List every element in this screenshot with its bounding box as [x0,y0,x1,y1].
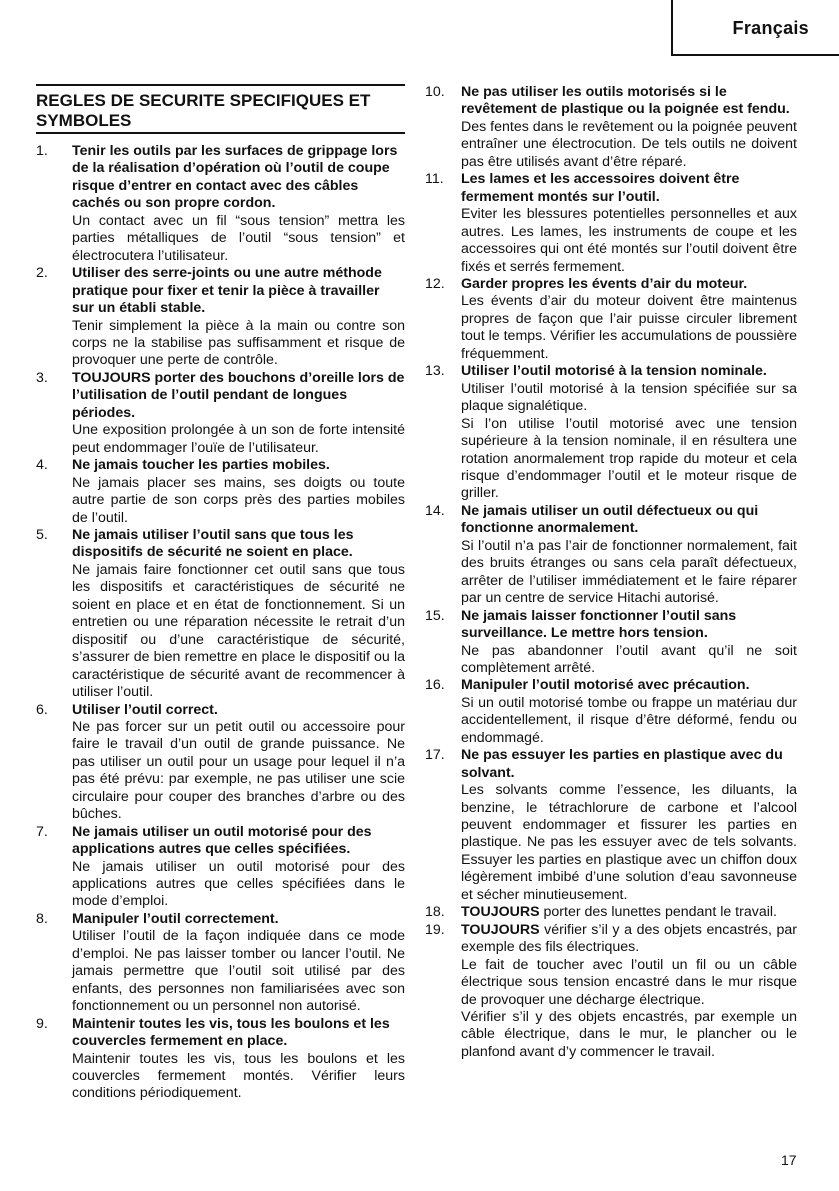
rule-heading: Maintenir toutes les vis, tous les boulons et les couvercles fermement en place. [72,1015,390,1050]
section-title: REGLES DE SECURITE SPECIFIQUES ET SYMBOLES [36,84,405,134]
rule-heading: Manipuler l’outil correctement. [72,910,279,927]
safety-rule-2 [36,265,405,370]
rule-body: Utiliser l’outil de la façon indiquée dans ce mode d’emploi. Ne pas laisser tomber ou lancer l’outil. Ne jamais permettre que l’outil soit utilisé par des enfants, des personnes non familiarisées avec son fonctionnement ou un personnel non autorisé. [72,928,405,1015]
rule-rest: porter des lunettes pendant le travail. [539,904,777,921]
rule-heading: Tenir les outils par les surfaces de grippage lors de la réalisation d’opération où l’outil de coupe risque d’entrer en contact avec des câbles cachés ou son propre cordon. [72,143,398,212]
rule-heading: Ne pas utiliser les outils motorisés si le revêtement de plastique ou la poignée est fendu. [461,84,790,118]
safety-rule-16 [425,677,797,747]
rule-body: Ne pas abandonner l’outil avant qu’il ne soit complètement arrêté. [461,642,797,676]
rule-bold-word: TOUJOURS [461,904,540,921]
rule-body: Un contact avec un fil “sous tension” mettra les parties métalliques de l’outil “sous tension” et électrocutera l’utilisateur. [72,212,405,264]
rule-body: Le fait de toucher avec l’outil un fil ou un câble électrique sous tension encastré dans le mur risque de provoquer une décharge électrique. [461,956,797,1008]
rule-body: Les solvants comme l’essence, les diluants, la benzine, le tétrachlorure de carbone et l’alcool peuvent endommager et fissurer les parties en plastique. Ne pas les essuyer avec de tels solvants. Essuyer les parties en plastique avec un chiffon doux légèrement imbibé d’une solution d’eau savonneuse et sécher minutieusement. [461,782,797,903]
rule-number: 14. [425,502,445,519]
rule-body: Ne jamais faire fonctionner cet outil sans que tous les dispositifs et caractéristiques de sécurité ne soient en place et en état de fonctionnement. Si un entretien ou une réparation nécessite le retrait d’un dispositif ou d’une caractéristique de sécurité, s’assurer de bien remettre en place le dispositif ou la caractéristique de sécurité avant de recommencer à utiliser l’outil. [72,561,405,701]
rule-number: 6. [36,701,48,718]
rule-heading: Utiliser des serre-joints ou une autre méthode pratique pour fixer et tenir la pièce à travailler sur un établi stable. [72,265,382,317]
safety-rule-11 [425,171,797,276]
safety-rule-5 [36,527,405,702]
rule-number: 5. [36,526,48,543]
rule-body: Si l’outil n’a pas l’air de fonctionner normalement, fait des bruits étranges ou sans cela paraît défectueux, arrêter de l’utiliser immédiatement et le faire réparer par un centre de service Hitachi autorisé. [461,537,797,607]
rule-number: 4. [36,457,48,474]
rule-body-extra: Vérifier s’il y des objets encastrés, par exemple un câble électrique, dans le mur, le plancher ou le planfond avant d’y commencer le travail. [461,1009,797,1060]
rule-number: 12. [425,275,445,292]
safety-rule-1 [36,143,405,265]
rule-number: 3. [36,369,48,386]
rule-heading: Utiliser l’outil correct. [72,701,218,718]
safety-rule-19 [425,922,797,1062]
safety-rule-17 [425,747,797,904]
rule-number: 16. [425,677,445,694]
rule-number: 8. [36,910,48,927]
rule-heading: TOUJOURS porter des bouchons d’oreille lors de l’utilisation de l’outil pendant de longues périodes. [72,369,405,421]
rule-heading: Ne jamais utiliser l’outil sans que tous les dispositifs de sécurité ne soient en place. [72,526,354,561]
rule-number: 9. [36,1015,48,1032]
rule-body: Une exposition prolongée à un son de forte intensité peut endommager l’ouïe de l’utilisateur. [72,422,405,456]
safety-rule-13 [425,363,797,503]
rule-body: Ne pas forcer sur un petit outil ou accessoire pour faire le travail d’un outil de grande puissance. Ne pas utiliser un outil pour un usage pour lequel il n’a pas été prévu: par exemple, ne pas utiliser une scie circulaire pour couper des branches d’arbre ou des bûches. [72,718,405,823]
rule-heading: Manipuler l’outil motorisé avec précaution. [461,677,750,694]
rule-text [461,904,797,921]
page-number: 17 [781,1152,797,1168]
rule-heading: Ne jamais utiliser un outil motorisé pour des applications autres que celles spécifiées. [72,823,372,858]
rule-body: Eviter les blessures potentielles personnelles et aux autres. Les lames, les instruments de coupe et les accessoires qui ont été montés sur l’outil doivent être fixés et serrés fermement. [461,206,797,275]
rule-heading: Ne jamais toucher les parties mobiles. [72,457,330,474]
rule-number: 1. [36,143,48,159]
safety-rule-12 [425,276,797,363]
rule-number: 2. [36,265,48,282]
rule-rest: vérifier s’il y a des objets encastrés, par exemple des fils électriques. [461,921,797,956]
rule-heading: Garder propres les évents d’air du moteur. [461,275,748,292]
right-column [425,84,797,1061]
rule-number: 17. [425,747,445,764]
rule-body-extra: Si l’on utilise l’outil motorisé avec une tension supérieure à la tension nominale, il en résultera une rotation anormalement trop rapide du moteur et cela risque d’endommager l’outil et le moteur risque de griller. [461,415,797,502]
rule-body: Ne jamais utiliser un outil motorisé pour des applications autres que celles spécifiées dans le mode d’emploi. [72,858,405,910]
left-column [36,84,405,1103]
safety-rule-6 [36,702,405,824]
rule-heading: Utiliser l’outil motorisé à la tension nominale. [461,363,767,380]
rule-heading: Ne jamais utiliser un outil défectueux ou qui fonctionne anormalement. [461,502,759,537]
safety-rule-15 [425,608,797,678]
rule-heading: Ne pas essuyer les parties en plastique avec du solvant. [461,747,783,781]
safety-rule-14 [425,503,797,608]
language-tab [671,0,839,56]
rule-bold-word: TOUJOURS [461,921,540,938]
rule-body: Des fentes dans le revêtement ou la poignée peuvent entraîner une électrocution. De tels outils ne doivent pas être utilisés avant d’être réparé. [461,118,797,170]
language-label: Français [732,18,809,38]
rule-number: 7. [36,823,48,840]
rule-number: 13. [425,363,445,380]
safety-rule-8 [36,911,405,1016]
rule-text [461,922,797,957]
safety-rule-10 [425,84,797,171]
rule-number: 18. [425,904,445,921]
safety-rule-18 [425,904,797,921]
safety-rule-7 [36,824,405,911]
rule-number: 15. [425,607,445,624]
rule-heading: Ne jamais laisser fonctionner l’outil sans surveillance. Le mettre hors tension. [461,607,737,642]
rule-number: 10. [425,84,445,100]
rule-number: 11. [425,171,444,188]
rule-body: Utiliser l’outil motorisé à la tension spécifiée sur sa plaque signalétique. [461,380,797,415]
safety-rule-4 [36,457,405,527]
rule-number: 19. [425,921,445,938]
rule-body: Si un outil motorisé tombe ou frappe un matériau dur accidentellement, il risque d’être déformé, fendu ou endommagé. [461,694,797,746]
rule-body: Les évents d’air du moteur doivent être maintenus propres de façon que l’air puisse circuler librement tout le temps. Vérifier les accumulations de poussière fréquemment. [461,293,797,362]
safety-rule-3 [36,370,405,457]
rule-body: Ne jamais placer ses mains, ses doigts ou toute autre partie de son corps près des parties mobiles de l’outil. [72,474,405,526]
rule-heading: Les lames et les accessoires doivent être fermement montés sur l’outil. [461,171,740,205]
rule-body: Maintenir toutes les vis, tous les boulons et les couvercles fermement montés. Vérifier leurs conditions périodiquement. [72,1050,405,1102]
safety-rule-9 [36,1016,405,1103]
rule-body: Tenir simplement la pièce à la main ou contre son corps ne la stabilise pas suffisamment et risque de provoquer une perte de contrôle. [72,317,405,369]
